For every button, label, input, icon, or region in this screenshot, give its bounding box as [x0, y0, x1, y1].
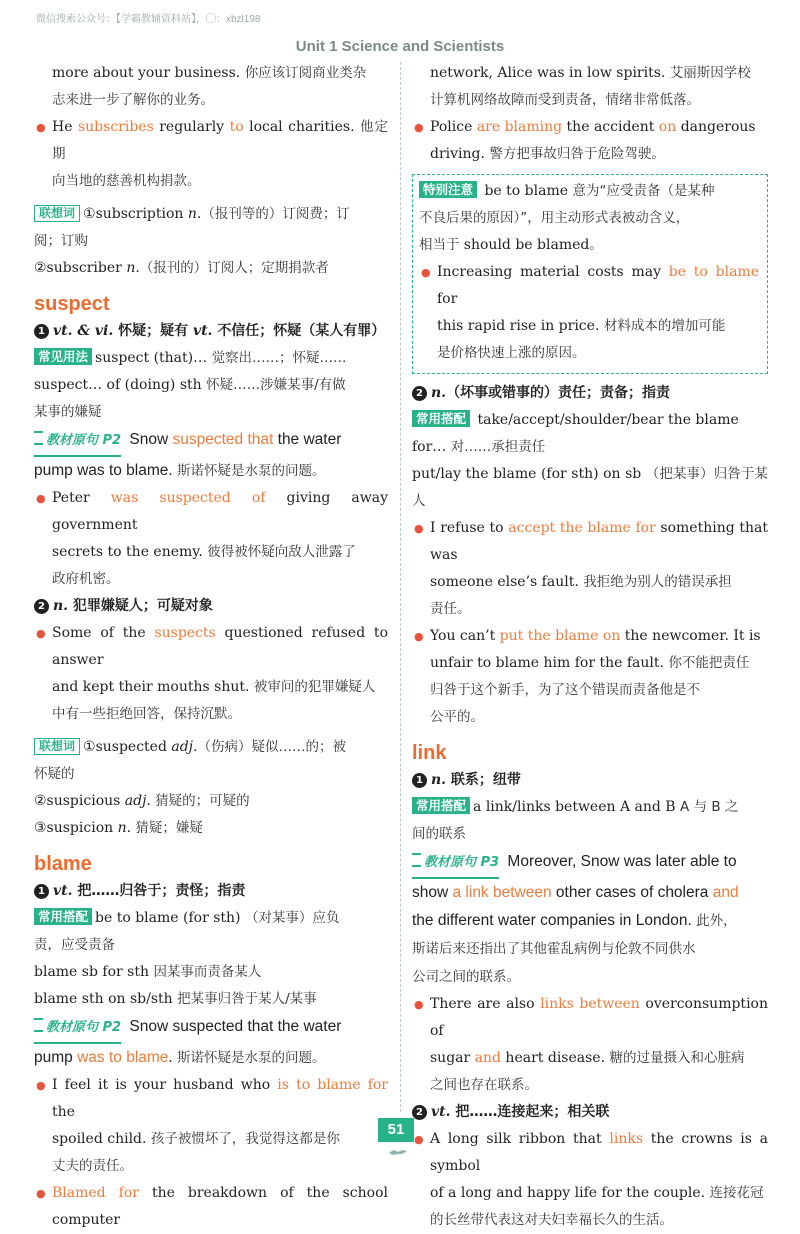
example-to-blame-for: ● I feel it is your husband who is to blame for the spoiled child. 孩子被惯坏了，我觉得这都是你 丈夫的责任。 — [34, 1072, 388, 1180]
right-column — [412, 60, 768, 1234]
example-are-blaming: ● Police are blaming the accident on dangerous driving. 警方把事故归咎于危险驾驶。 — [412, 114, 768, 168]
textbook-sentence: 教材原句 P3 Moreover, Snow was later able to show a link between other cases of cholera and the different water companies in London. 此外， 斯诺后来还指出了其他霍乱病例与伦敦不同供水 公司之间的联系。 — [412, 848, 768, 991]
usage-suspect: 常见用法 suspect (that)… 觉察出……；怀疑…… suspect… of (doing) sth 怀疑……涉嫌某事/有做 某事的嫌疑 — [34, 349, 347, 420]
usage-tag: 常见用法 — [34, 348, 92, 365]
bird-ornament-icon — [388, 1146, 408, 1160]
collocation-tag: 常用搭配 — [412, 410, 470, 427]
headword-link: link — [412, 742, 447, 764]
example-blamed-for: ● Blamed for the breakdown of the school computer — [34, 1180, 388, 1234]
related-words-subscribe: 联想词 ①subscription n.（报刊等的）订阅费；订 阅；订购 ②subscriber n.（报刊的）订阅人；定期捐款者 — [34, 206, 350, 276]
special-note-text: 特别注意 be to blame 意为“应受责备（是某种 不良后果的原因）”，用主动形式表被动含义， 相当于 should be blamed。 — [419, 182, 715, 253]
example-be-to-blame: ● Increasing material costs may be to blame for this rapid rise in price. 材料成本的增加可能 是价格快速上涨的原因。 — [419, 259, 759, 367]
example-subscribes: ● He subscribes regularly to local charities. 他定期 向当地的慈善机构捐款。 — [34, 114, 388, 195]
textbook-sentence: 教材原句 P2 Snow suspected that the water pump was to blame. 斯诺怀疑是水泵的问题。 — [34, 1013, 388, 1072]
textbook-sentence-tag: 教材原句 P2 — [34, 427, 121, 457]
related-words-tag: 联想词 — [34, 738, 80, 755]
column-divider — [400, 62, 401, 1112]
headword-suspect: suspect — [34, 293, 110, 315]
special-note-box — [412, 174, 768, 374]
textbook-sentence-tag: 教材原句 P2 — [34, 1014, 121, 1044]
collocations-link: 常用搭配 a link/links between A and B A 与 B 之 间的联系 — [412, 798, 739, 842]
sense-1: 1 vt. 把……归咎于；责怪；指责 — [34, 878, 388, 905]
sense-2: 2 n.（坏事或错事的）责任；责备；指责 — [412, 380, 768, 407]
collocations-blame: 常用搭配 be to blame (for sth) （对某事）应负 责，应受责备 blame sb for sth 因某事而责备某人 blame sth on sb/sth 把某事归咎于某人/某事 — [34, 909, 340, 1007]
special-note-tag: 特别注意 — [419, 181, 477, 198]
example-suspected-of: ● Peter was suspected of giving away government secrets to the enemy. 彼得被怀疑向敌人泄露了 政府机密。 — [34, 485, 388, 593]
unit-header: Unit 1 Science and Scientists — [295, 38, 505, 55]
sense-2: 2 vt. 把……连接起来；相关联 — [412, 1099, 768, 1126]
textbook-sentence: 教材原句 P2 Snow suspected that the water pump was to blame. 斯诺怀疑是水泵的问题。 — [34, 426, 388, 485]
collocation-tag: 常用搭配 — [34, 908, 92, 925]
collocation-tag: 常用搭配 — [412, 797, 470, 814]
example-suspects: ● Some of the suspects questioned refused to answer and kept their mouths shut. 被审问的犯罪嫌疑人 中有一些拒绝回答，保持沉默。 — [34, 620, 388, 728]
watermark: 微信搜索公众号：【学霸教辅资料站】，◯：xbzl198 — [36, 14, 261, 25]
sense-2: 2 n. 犯罪嫌疑人；可疑对象 — [34, 593, 388, 620]
continued-example: network, Alice was in low spirits. 艾丽斯因学校 计算机网络故障而受到责备，情绪非常低落。 — [430, 65, 751, 108]
collocations-blame-noun: 常用搭配 take/accept/shoulder/bear the blame for… 对……承担责任 put/lay the blame (for sth) on sb （把某事）归咎于某人 — [412, 411, 768, 509]
left-column — [34, 60, 388, 1234]
continued-example: more about your business. 你应该订阅商业类杂 志来进一步了解你的业务。 — [52, 65, 367, 108]
headword-blame: blame — [34, 853, 92, 875]
sense-1: 1 n. 联系；纽带 — [412, 767, 768, 794]
example-links-between: ● There are also links between overconsumption of sugar and heart disease. 糖的过量摄入和心脏病 之间也存在联系。 — [412, 991, 768, 1099]
page-number: 51 — [378, 1118, 414, 1142]
related-words-suspect: 联想词 ①suspected adj.（伤病）疑似……的；被 怀疑的 ②suspicious adj. 猜疑的；可疑的 ③suspicion n. 猜疑；嫌疑 — [34, 739, 346, 836]
example-accept-the-blame: ● I refuse to accept the blame for something that was someone else’s fault. 我拒绝为别人的错误承担 责任。 — [412, 515, 768, 623]
example-put-the-blame-on: ● You can’t put the blame on the newcomer. It is unfair to blame him for the fault. 你不能把责任 归咎于这个新手，为了这个错误而责备他是不 公平的。 — [412, 623, 768, 731]
related-words-tag: 联想词 — [34, 205, 80, 222]
example-links: ● A long silk ribbon that links the crowns is a symbol of a long and happy life for the couple. 连接花冠 的长丝带代表这对夫妇幸福长久的生活。 — [412, 1126, 768, 1234]
textbook-sentence-tag: 教材原句 P3 — [412, 849, 499, 879]
sense-1: 1 vt. & vi. 怀疑；疑有 vt. 不信任；怀疑（某人有罪） — [34, 318, 388, 345]
